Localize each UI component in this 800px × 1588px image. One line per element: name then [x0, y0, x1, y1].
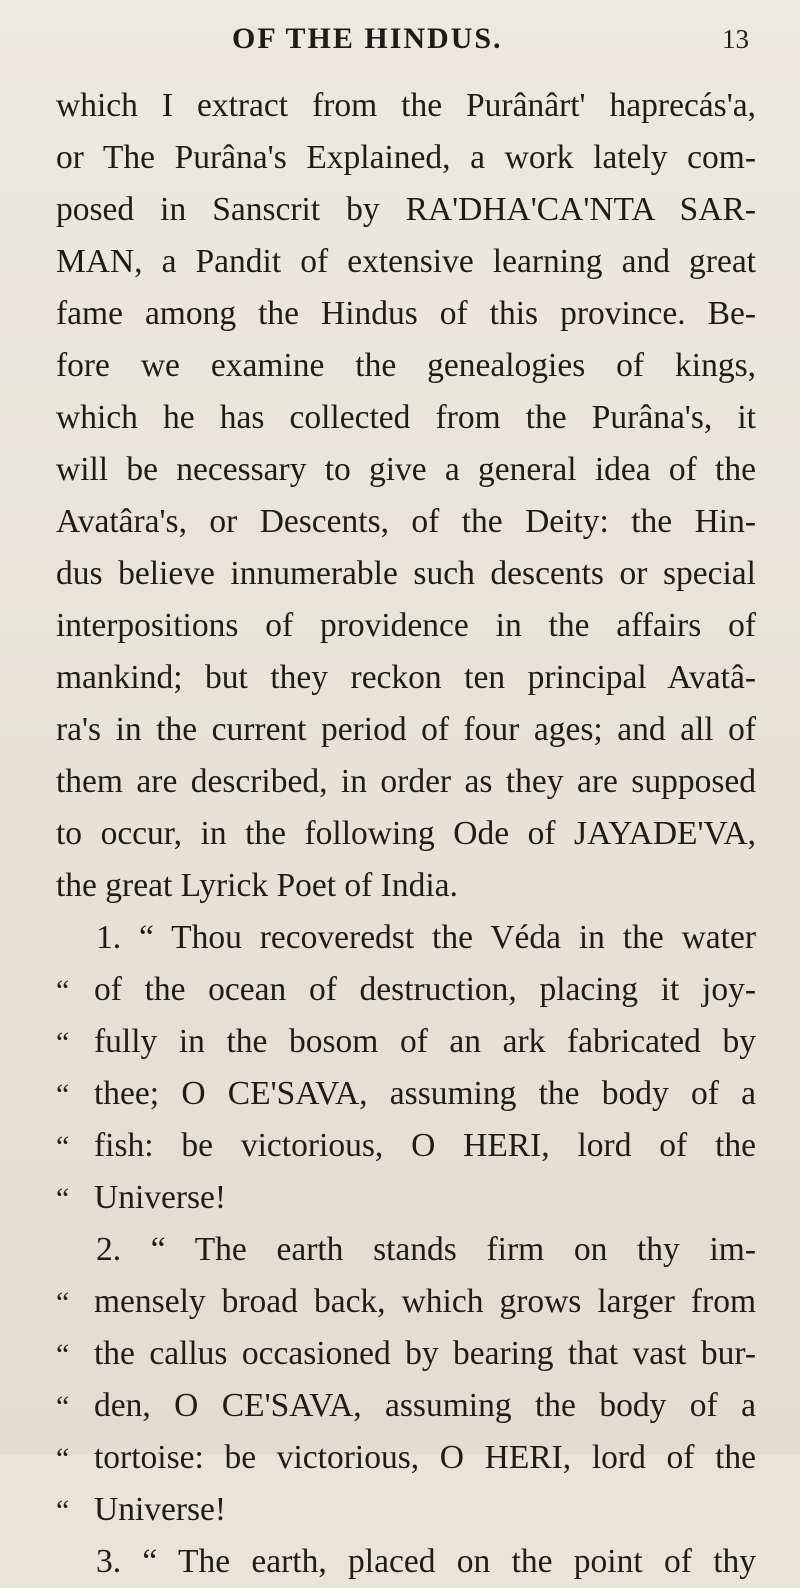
stanza-line-text: tortoise: be victorious, O HERI, lord of the [94, 1439, 756, 1476]
text-line: or The Purâna's Explained, a work lately com- [56, 139, 756, 176]
stanza-line-quoted [56, 1380, 756, 1432]
quote-mark: “ [56, 1130, 70, 1163]
quote-mark: “ [56, 1338, 70, 1371]
page-number: 13 [722, 24, 749, 54]
stanza-line-text: fully in the bosom of an ark fabricated by [94, 1023, 756, 1060]
stanza-line-quoted [56, 1484, 756, 1536]
quote-mark: “ [56, 1078, 70, 1111]
stanza-line-text: of the ocean of destruction, placing it joy- [94, 971, 756, 1008]
quote-mark: “ [56, 1182, 70, 1215]
text-line: MAN, a Pandit of extensive learning and great [56, 243, 756, 280]
quote-mark: “ [56, 974, 70, 1007]
stanza-line-text: mensely broad back, which grows larger from [94, 1283, 756, 1320]
quote-mark: “ [56, 1494, 70, 1527]
text-line: will be necessary to give a general idea of the [56, 451, 756, 488]
quote-mark: “ [56, 1026, 70, 1059]
text-line: mankind; but they reckon ten principal Avatâ- [56, 659, 756, 696]
text-line: fore we examine the genealogies of kings, [56, 347, 756, 384]
body-text [56, 80, 756, 1588]
text-line: Avatâra's, or Descents, of the Deity: the Hin- [56, 503, 756, 540]
stanza-line-quoted [56, 1172, 756, 1224]
running-title: OF THE HINDUS. [232, 22, 503, 55]
stanza-line-text: Universe! [94, 1491, 227, 1528]
stanza-line-text: Universe! [94, 1179, 227, 1216]
text-line: ra's in the current period of four ages; and all of [56, 711, 756, 748]
text-line: interpositions of providence in the affairs of [56, 607, 756, 644]
stanza-line-quoted [56, 1328, 756, 1380]
stanza-line-quoted [56, 1016, 756, 1068]
stanza-line-quoted [56, 1432, 756, 1484]
text-line: posed in Sanscrit by RA'DHA'CA'NTA SAR- [56, 191, 756, 228]
stanza-line-quoted [56, 1068, 756, 1120]
stanza-line: 2. “ The earth stands firm on thy im- [96, 1231, 756, 1268]
stanza-line-quoted [56, 1276, 756, 1328]
stanza-line-quoted [56, 964, 756, 1016]
text-line: which he has collected from the Purâna's, it [56, 399, 756, 436]
running-head [0, 14, 800, 66]
text-line: the great Lyrick Poet of India. [56, 867, 458, 904]
stanza-line-text: thee; O CE'SAVA, assuming the body of a [94, 1075, 756, 1112]
stanza-line-text: the callus occasioned by bearing that vast bur- [94, 1335, 756, 1372]
quote-mark: “ [56, 1390, 70, 1423]
text-line: to occur, in the following Ode of JAYADE'VA, [56, 815, 756, 852]
text-line: dus believe innumerable such descents or special [56, 555, 756, 592]
stanza-line-quoted [56, 1120, 756, 1172]
stanza-line: 3. “ The earth, placed on the point of thy [96, 1543, 756, 1580]
quote-mark: “ [56, 1442, 70, 1475]
text-line: which I extract from the Purânârt' haprecás'a, [56, 87, 756, 124]
text-line: fame among the Hindus of this province. Be- [56, 295, 756, 332]
quote-mark: “ [56, 1286, 70, 1319]
text-line: them are described, in order as they are supposed [56, 763, 756, 800]
stanza-line-text: fish: be victorious, O HERI, lord of the [94, 1127, 756, 1164]
stanza-line: 1. “ Thou recoveredst the Véda in the water [96, 919, 756, 956]
stanza-line-text: den, O CE'SAVA, assuming the body of a [94, 1387, 756, 1424]
